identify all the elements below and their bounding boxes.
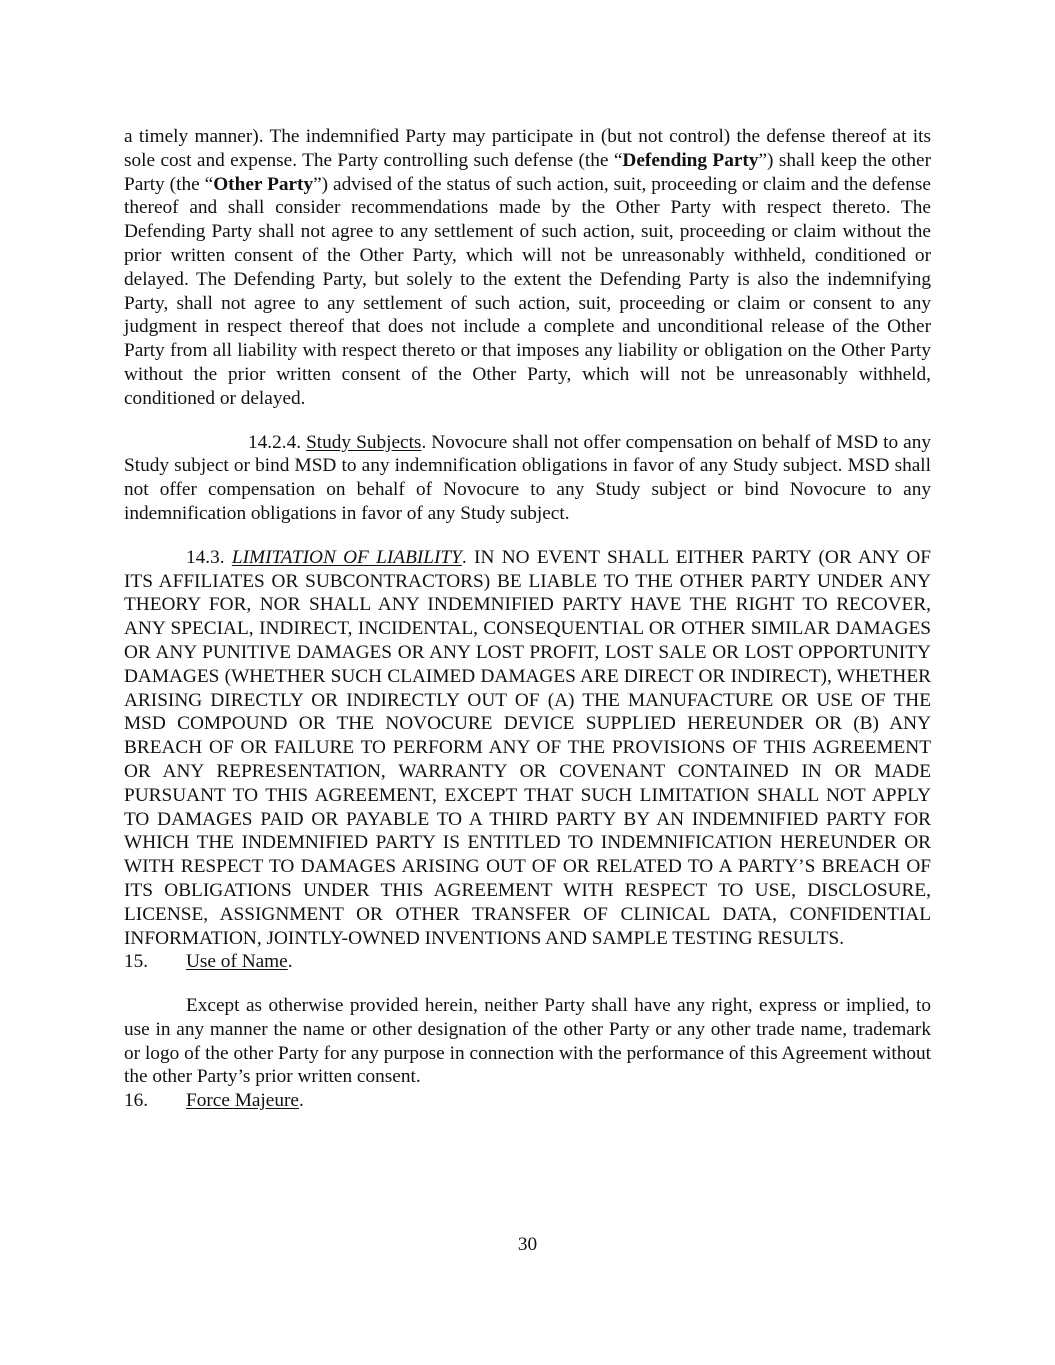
section-body: . IN NO EVENT SHALL EITHER PARTY (OR ANY OF ITS AFFILIATES OR SUBCONTRACTORS) BE LIABLE TO THE OTHER PARTY UNDER ANY THEORY FOR, NOR SHALL ANY INDEMNIFIED PARTY HAVE THE RIGHT TO RECOVER, ANY SPECIAL, INDIRECT, INCIDENTAL, CONSEQUENTIAL OR OTHER SIMILAR DAMAGES OR ANY PUNITIVE DAMAGES OR ANY LOST PROFIT, LOST SALE OR LOST OPPORTUNITY DAMAGES (WHETHER SUCH CLAIMED DAMAGES ARE DIRECT OR INDIRECT), WHETHER ARISING DIRECTLY OR INDIRECTLY OUT OF (A) THE MANUFACTURE OR USE OF THE MSD COMPOUND OR THE NOVOCURE DEVICE SUPPLIED HEREUNDER OR (B) ANY BREACH OF OR FAILURE TO PERFORM ANY OF THE PROVISIONS OF THIS AGREEMENT OR ANY REPRESENTATION, WARRANTY OR COVENANT CONTAINED IN OR MADE PURSUANT TO THIS AGREEMENT, EXCEPT THAT SUCH LIMITATION SHALL NOT APPLY TO DAMAGES PAID OR PAYABLE TO A THIRD PARTY BY AN INDEMNIFIED PARTY FOR WHICH THE INDEMNIFIED PARTY IS ENTITLED TO INDEMNIFICATION HEREUNDER OR WITH RESPECT TO DAMAGES ARISING OUT OF OR RELATED TO A PARTY’S BREACH OF ITS OBLIGATIONS UNDER THIS AGREEMENT WITH RESPECT TO USE, DISCLOSURE, LICENSE, ASSIGNMENT OR OTHER TRANSFER OF CLINICAL DATA, CONFIDENTIAL INFORMATION, JOINTLY-OWNED INVENTIONS AND SAMPLE TESTING RESULTS. — [124, 546, 932, 949]
defined-term-other-party: Other Party — [213, 173, 314, 195]
section-title-suffix: . — [298, 1090, 304, 1112]
section-16-heading — [124, 1089, 931, 1113]
section-title-limitation-of-liability: LIMITATION OF LIABILITY — [231, 546, 462, 568]
page-number: 30 — [517, 1234, 538, 1255]
defined-term-defending-party: Defending Party — [622, 149, 759, 171]
text-run: a timely manner). The indemnified Party may participate in (but not control) the defense thereof at its sole cost and expense. The Party controlling such defense (the “ — [124, 126, 931, 171]
section-number: 14.2.4. — [248, 431, 307, 453]
section-number: 14.3. — [186, 546, 232, 568]
text-run: ”) advised of the status of such action, suit, proceeding or claim and the defense thereof and shall consider recommendations made by the Other Party with respect thereto. The Defending Party shall not agree to any settlement of such action, suit, proceeding or claim without the prior written consent of the Other Party, which will not be unreasonably withheld, conditioned or delayed. The Defending Party, but solely to the extent the Defending Party is also the indemnifying Party, shall not agree to any settlement of such action, suit, proceeding or claim or consent to any judgment in respect thereof that does not include a complete and unconditional release of the Other Party from all liability with respect thereto or that imposes any liability or obligation on the Other Party without the prior written consent of the Other Party, which will not be unreasonably withheld, conditioned or delayed. — [124, 173, 931, 409]
section-title-use-of-name: Use of Name — [186, 951, 288, 973]
section-title-suffix: . — [287, 951, 293, 973]
document-page — [124, 125, 931, 1113]
paragraph-defense-continuation — [124, 125, 931, 411]
section-14-3 — [124, 546, 931, 951]
section-title-force-majeure: Force Majeure — [186, 1090, 299, 1112]
section-body: . Novocure shall not offer compensation on behalf of MSD to any Study subject or bind MSD to any indemnification obligations in favor of any Study subject. MSD shall not offer compensation on behalf of Novocure to any Study subject or bind Novocure to any indemnification obligations in favor of any Study subject. — [124, 431, 931, 524]
section-number: 16. — [124, 1090, 149, 1112]
section-15-body: Except as otherwise provided herein, neither Party shall have any right, express or implied, to use in any manner the name or other designation of the other Party or any other trade name, trademark or logo of the other Party for any purpose in connection with the performance of this Agreement without the other Party’s prior written consent. — [124, 995, 931, 1088]
section-title-study-subjects: Study Subjects — [306, 431, 422, 453]
text-run: ”) shall keep the other Party (the “ — [124, 149, 931, 195]
section-15-heading — [124, 950, 931, 974]
section-number: 15. — [124, 951, 149, 973]
section-14-2-4 — [124, 431, 931, 526]
